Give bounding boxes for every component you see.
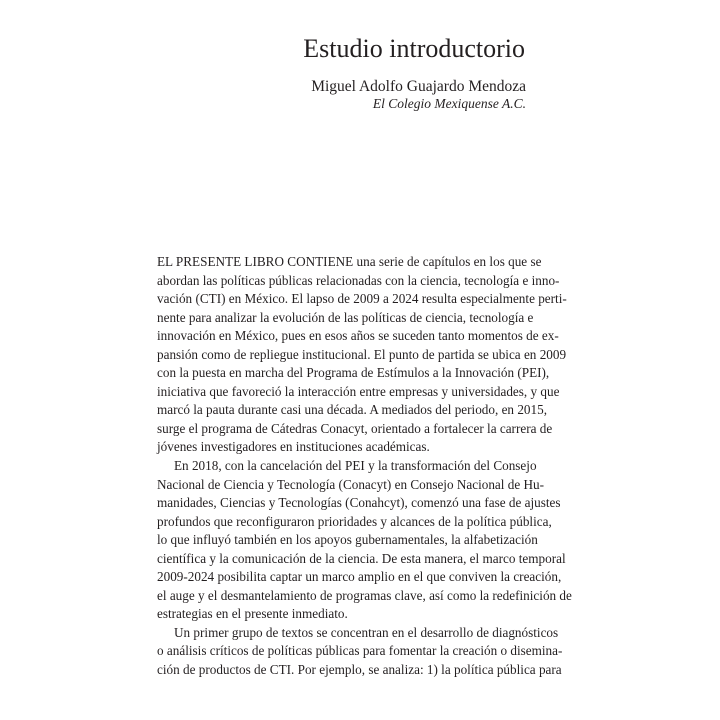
author-affiliation: El Colegio Mexiquense A.C.	[372, 96, 526, 111]
text-line: nente para analizar la evolución de las políticas de ciencia, tecnología e	[157, 309, 534, 325]
text-line: 2009-2024 posibilita captar un marco amplio en el que conviven la creación,	[157, 569, 562, 585]
text-line: o análisis críticos de políticas públicas para fomentar la creación o disemina-	[157, 643, 563, 659]
text-line: ción de productos de CTI. Por ejemplo, se analiza: 1) la política pública para	[157, 662, 562, 678]
text-line: marcó la pauta durante casi una década. A mediados del periodo, en 2015,	[157, 402, 547, 418]
text-line: lo que influyó también en los apoyos gubernamentales, la alfabetización	[157, 532, 538, 548]
page-title: Estudio introductorio	[303, 34, 525, 63]
text-line: científica y la comunicación de la ciencia. De esta manera, el marco temporal	[157, 550, 566, 566]
text-line: el auge y el desmantelamiento de programas clave, así como la redefinición de	[157, 587, 572, 603]
text-line: En 2018, con la cancelación del PEI y la transformación del Consejo	[174, 458, 537, 474]
text-line: EL PRESENTE LIBRO CONTIENE una serie de capítulos en los que se	[157, 254, 542, 269]
text-line: vación (CTI) en México. El lapso de 2009 a 2024 resulta especialmente perti-	[157, 291, 567, 307]
author-name: Miguel Adolfo Guajardo Mendoza	[311, 78, 526, 95]
text-line: Nacional de Ciencia y Tecnología (Conacyt) en Consejo Nacional de Hu-	[157, 476, 545, 492]
text-line: estrategias en el presente inmediato.	[157, 606, 348, 622]
body-text	[157, 253, 572, 680]
paragraph	[157, 457, 572, 624]
text-line: Un primer grupo de textos se concentran en el desarrollo de diagnósticos	[174, 624, 559, 640]
text-line: iniciativa que favoreció la interacción entre empresas y universidades, y que	[157, 383, 560, 399]
paragraph	[157, 624, 563, 680]
text-line: innovación en México, pues en esos años se suceden tanto momentos de ex-	[157, 328, 559, 344]
text-line: pansión como de repliegue institucional. El punto de partida se ubica en 2009	[157, 346, 567, 362]
text-line: surge el programa de Cátedras Conacyt, orientado a fortalecer la carrera de	[157, 420, 553, 436]
text-line: con la puesta en marcha del Programa de Estímulos a la Innovación (PEI),	[157, 365, 550, 381]
paragraph	[157, 253, 567, 457]
text-line: jóvenes investigadores en instituciones académicas.	[157, 439, 430, 455]
text-line: abordan las políticas públicas relacionadas con la ciencia, tecnología e inno-	[157, 272, 560, 288]
text-line: manidades, Ciencias y Tecnologías (Conahcyt), comenzó una fase de ajustes	[157, 495, 561, 511]
text-line: profundos que reconfiguraron prioridades y alcances de la política pública,	[157, 513, 552, 529]
